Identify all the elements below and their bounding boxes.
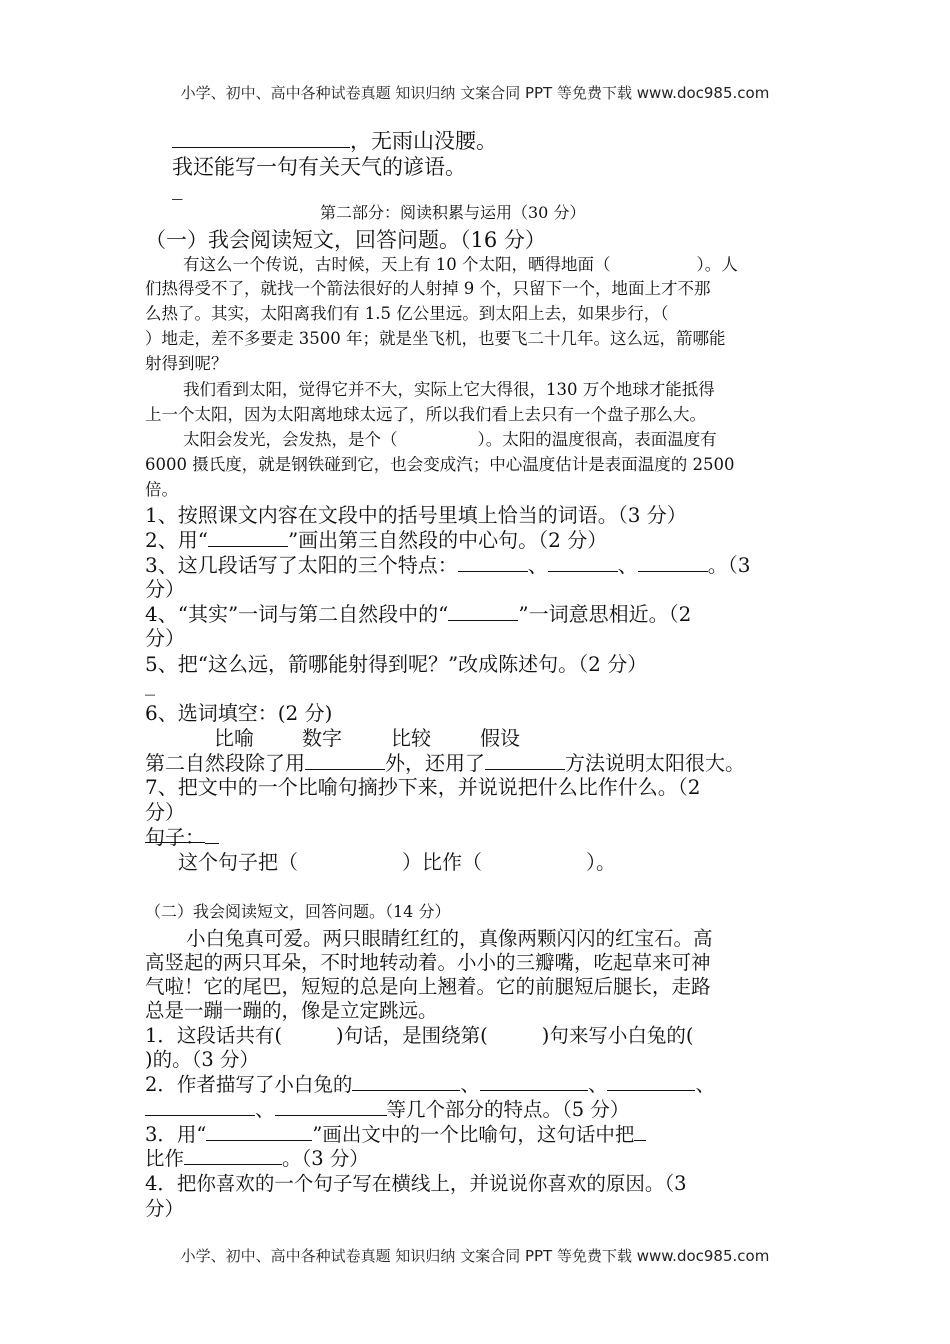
rabbit-question-4: 4．把你喜欢的一个句子写在横线上，并说说你喜欢的原因。（3: [145, 1172, 687, 1195]
passage1-line: 们热得受不了，就找一个箭法很好的人射掉 9 个，只留下一个，地面上才不那: [145, 279, 711, 298]
answer-blank[interactable]: [352, 1070, 460, 1091]
answer-blank[interactable]: [638, 550, 708, 572]
word-option: 假设: [480, 726, 520, 750]
passage-rabbit-line: 小白兔真可爱。两只眼睛红红的，真像两颗闪闪的红宝石。高: [186, 927, 713, 950]
answer-blank[interactable]: [205, 822, 219, 844]
question-3: 3、这几段话写了太阳的三个特点： 、 、 。（3: [145, 549, 750, 578]
answer-blank[interactable]: [480, 1070, 588, 1091]
sentence-label[interactable]: 句子：: [145, 821, 219, 849]
rabbit-question-3: 3．用“ ”画出文中的一个比喻句，这句话中把: [145, 1119, 646, 1147]
answer-dash[interactable]: _: [145, 672, 155, 696]
rabbit-question-3-cont: 比作 。（3 分）: [145, 1143, 369, 1171]
rabbit-question-1-cont: )的。（3 分）: [145, 1048, 259, 1071]
passage-rabbit-line: 气啦！它的尾巴，短短的总是向上翘着。它的前腿短后腿长，走路: [145, 975, 711, 998]
proverb-tail: ，无雨山没腰。: [350, 129, 497, 154]
question-4-cont: 分）: [145, 626, 185, 650]
passage1-line: 么热了。其实，太阳离我们有 1.5 亿公里远。到太阳上去，如果步行，（: [145, 304, 669, 323]
answer-blank[interactable]: [458, 550, 528, 572]
compare-line: 这个句子把（ ）比作（ ）。: [178, 850, 616, 874]
question-4: 4、“其实”一词与第二自然段中的“ ”一词意思相近。（2: [145, 598, 691, 627]
question-7-cont: 分）: [145, 800, 185, 824]
answer-blank[interactable]: [184, 1144, 282, 1165]
question-6-fill: 第二自然段除了用 外，还用了 方法说明太阳很大。: [145, 747, 745, 776]
passage2-line: 上一个太阳，因为太阳离地球太远了，所以我们看上去只有一个盘子那么大。: [145, 405, 706, 424]
section-heading-2: （二）我会阅读短文，回答问题。（14 分）: [145, 902, 451, 921]
answer-blank[interactable]: [548, 550, 618, 572]
question-1: 1、按照课文内容在文段中的括号里填上恰当的词语。（3 分）: [145, 503, 687, 527]
passage-rabbit-line: 高竖起的两只耳朵，不时地转动着。小小的三瓣嘴，吃起草来可神: [145, 951, 711, 974]
passage3-line: 太阳会发光，会发热，是个（ ）。太阳的温度很高，表面温度有: [183, 430, 717, 449]
passage3-line: 6000 摄氏度，就是钢铁碰到它，也会变成汽；中心温度估计是表面温度的 2500: [145, 455, 735, 474]
word-option: 比喻: [214, 726, 254, 750]
page-footer: 小学、初中、高中各种试卷真题 知识归纳 文案合同 PPT 等免费下载 www.doc985.com: [180, 1247, 770, 1265]
question-6: 6、选词填空：(2 分): [145, 701, 333, 725]
rabbit-question-1: 1．这段话共有( )句话，是围绕第( )句来写小白兔的(: [145, 1024, 694, 1047]
passage2-line: 我们看到太阳，觉得它并不大，实际上它大得很，130 万个地球才能抵得: [183, 380, 715, 399]
page-header: 小学、初中、高中各种试卷真题 知识归纳 文案合同 PPT 等免费下载 www.doc985.com: [180, 84, 770, 102]
passage1-line: ）地走，差不多要走 3500 年；就是坐飞机，也要飞二十几年。这么远，箭哪能: [145, 329, 726, 348]
rabbit-question-4-cont: 分）: [145, 1197, 185, 1220]
answer-blank[interactable]: [607, 1070, 695, 1091]
answer-blank[interactable]: [275, 1095, 387, 1116]
answer-dash[interactable]: _: [172, 176, 183, 200]
answer-blank[interactable]: [485, 748, 565, 770]
question-2: 2、用“ ”画出第三自然段的中心句。（2 分）: [145, 524, 607, 553]
rabbit-question-2: 2．作者描写了小白兔的 、 、 、: [145, 1069, 715, 1097]
question-7: 7、把文中的一个比喻句摘抄下来，并说说把什么比作什么。（2: [145, 775, 701, 799]
passage-rabbit-line: 总是一蹦一蹦的，像是立定跳远。: [145, 999, 438, 1022]
passage1-line: 有这么一个传说，古时候，天上有 10 个太阳，晒得地面（ ）。人: [183, 255, 738, 274]
answer-blank[interactable]: [206, 1120, 312, 1141]
answer-blank[interactable]: [145, 1095, 255, 1116]
answer-blank[interactable]: [448, 599, 518, 621]
proverb-blank[interactable]: [172, 125, 350, 148]
passage3-line: 倍。: [145, 480, 178, 499]
word-option: 数字: [302, 726, 342, 750]
answer-blank[interactable]: [305, 748, 385, 770]
part-title: 第二部分：阅读积累与运用（30 分）: [320, 203, 586, 222]
rabbit-question-2-cont: 、 等几个部分的特点。（5 分）: [145, 1094, 629, 1122]
question-5: 5、把“这么远，箭哪能射得到呢？”改成陈述句。（2 分）: [145, 652, 648, 676]
passage1-line: 射得到呢？: [145, 354, 228, 373]
answer-blank[interactable]: [208, 525, 288, 547]
word-option: 比较: [391, 726, 431, 750]
extra-proverb-prompt: 我还能写一句有关天气的谚语。: [172, 155, 466, 179]
answer-blank[interactable]: [634, 1120, 646, 1141]
section-heading-1: （一）我会阅读短文，回答问题。（16 分）: [145, 228, 546, 252]
question-3-cont: 分）: [145, 577, 185, 601]
